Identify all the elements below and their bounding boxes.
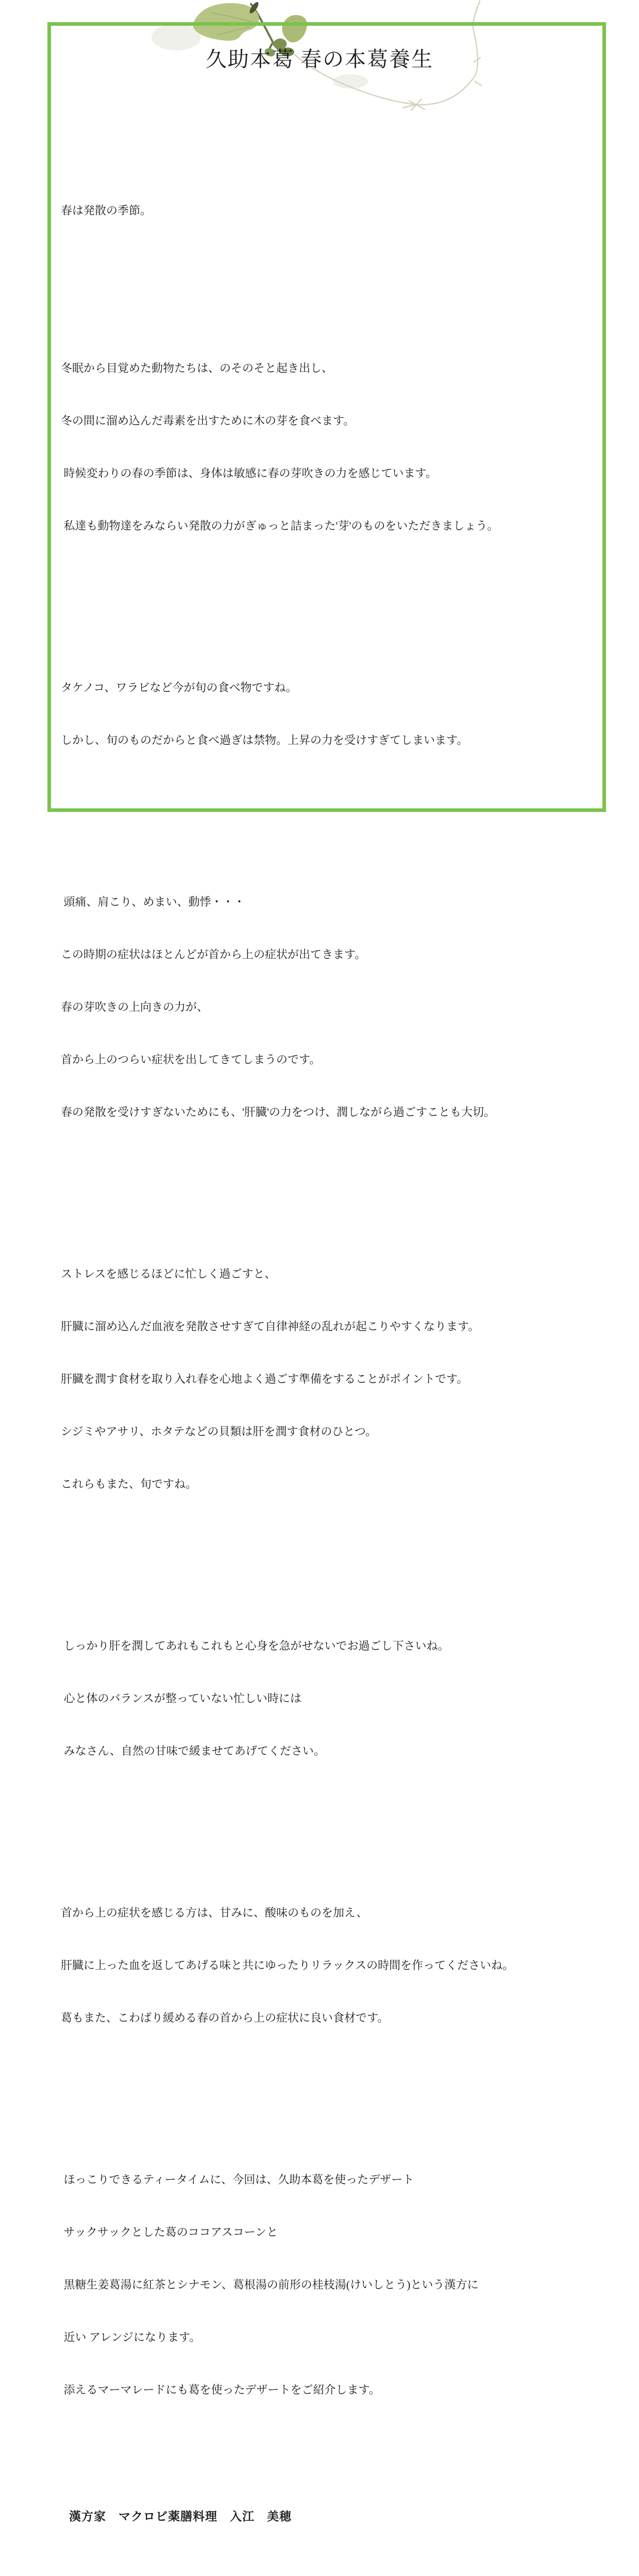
paragraph [61, 1869, 556, 2062]
text-line: みなさん、自然の甘味で緩ませてあげてください。 [61, 1744, 325, 1757]
text-line: ほっこりできるティータイムに、今回は、久助本葛を使ったデザート [61, 2173, 414, 2186]
text-line: 頭痛、肩こり、めまい、動悸・・・ [61, 895, 245, 908]
text-line: 肝臓を潤す食材を取り入れ春を心地よく過ごす準備をすることがポイントです。 [61, 1372, 468, 1385]
text-line: 春の芽吹きの上向きの力が、 [61, 1001, 209, 1013]
text-line: 時候変わりの春の季節は、身体は敏感に春の芽吹きの力を感じています。 [61, 467, 437, 480]
text-line: シジミやアサリ、ホタテなどの貝類は肝を潤す食材のひとつ。 [61, 1425, 377, 1438]
text-line: この時期の症状はほとんどが首から上の症状が出てきます。 [61, 948, 366, 961]
text-line: 心と体のバランスが整っていない忙しい時には [61, 1692, 301, 1705]
text-line: 首から上のつらい症状を出してきてしまうのです。 [61, 1053, 321, 1066]
text-line: 肝臓に溜め込んだ血液を発散させすぎて自律神経の乱れが起こりやすくなります。 [61, 1320, 480, 1333]
text-line: 首から上の症状を感じる方は、甘みに、酸味のものを加え、 [61, 1906, 368, 1919]
text-line: 私達も動物達をみならい発散の力がぎゅっと詰まった'芽'のものをいただきましょう。 [61, 519, 499, 532]
paragraph [61, 644, 556, 784]
text-line: タケノコ、ワラビなど今が旬の食べ物ですね。 [61, 681, 297, 694]
text-line: 冬の間に溜め込んだ毒素を出すために木の芽を食べます。 [61, 414, 355, 427]
paragraph [61, 1602, 556, 1795]
document-body [61, 114, 556, 2576]
text-line: しかし、旬のものだからと食べ過ぎは禁物。上昇の力を受けすぎてしまいます。 [61, 734, 468, 747]
signature-line: 漢方家 マクロビ薬膳料理 入江 美穂 [69, 2510, 292, 2523]
text-line: 春は発散の季節。 [61, 204, 152, 217]
text-line: 黒糖生姜葛湯に紅茶とシナモン、葛根湯の前形の桂枝湯(けいしとう)という漢方に [61, 2278, 479, 2291]
text-line: ストレスを感じるほどに忙しく過ごすと、 [61, 1267, 276, 1280]
text-line: 冬眠から目覚めた動物たちは、のそのそと起き出し、 [61, 362, 333, 375]
paragraph [61, 1230, 556, 1528]
text-line: 春の発散を受けすぎないためにも、'肝臓'の力をつけ、潤しながら過ごすことも大切。 [61, 1106, 496, 1118]
paragraph [61, 325, 556, 570]
page-title: 久助本葛 春の本葛養生 [205, 47, 434, 71]
text-line: 肝臓に上った血を返してあげる味と共にゆったりリラックスの時間を作ってくださいね。 [61, 1959, 514, 1972]
text-line: 葛もまた、こわばり緩める春の首から上の症状に良い食材です。 [61, 2011, 389, 2024]
text-line: 添えるマーマレードにも葛を使ったデザートをご紹介します。 [61, 2383, 380, 2396]
paragraph [61, 2136, 556, 2434]
text-line: これらもまた、旬ですね。 [61, 1478, 197, 1490]
text-line: サックサックとした葛のココアスコーンと [61, 2226, 278, 2239]
text-line: 近い アレンジになります。 [61, 2331, 201, 2344]
paragraph [61, 858, 556, 1156]
text-line: しっかり肝を潤してあれもこれもと心身を急がせないでお過ごし下さいね。 [61, 1639, 449, 1652]
paragraph [61, 167, 556, 255]
